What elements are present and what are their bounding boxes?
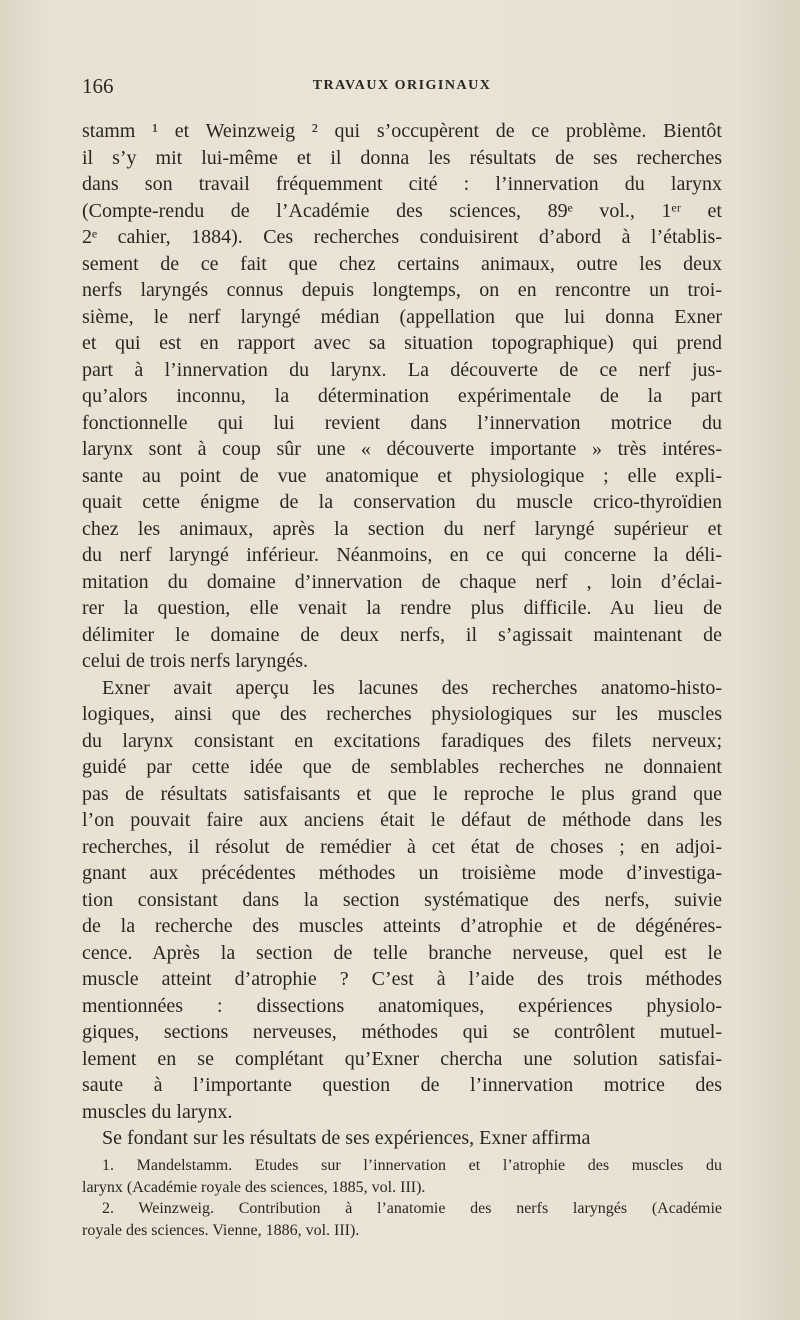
text-line: giques, sections nerveuses, méthodes qui se contrôlent mutuel- bbox=[82, 1021, 722, 1043]
text-line: délimiter le domaine de deux nerfs, il s’agissait maintenant de bbox=[82, 623, 722, 646]
text-line: quait cette énigme de la conservation du muscle crico-thyroïdien bbox=[82, 491, 722, 513]
text-line: recherches, il résolut de remédier à cet état de choses ; en adjoi- bbox=[82, 835, 722, 858]
text-line: celui de trois nerfs laryngés. bbox=[82, 650, 309, 672]
text-line: logiques, ainsi que des recherches physiologiques sur les muscles bbox=[82, 703, 722, 725]
text-line: saute à l’importante question de l’innervation motrice des bbox=[82, 1074, 722, 1096]
text-line: sième, le nerf laryngé médian (appellation que lui donna Exner bbox=[82, 305, 722, 328]
text-line: Exner avait aperçu les lacunes des recherches anatomo-histo- bbox=[102, 676, 722, 699]
text-line: 2ᵉ cahier, 1884). Ces recherches conduisirent d’abord à l’établis- bbox=[82, 226, 722, 248]
text-line: muscles du larynx. bbox=[82, 1100, 233, 1123]
text-line: larynx sont à coup sûr une « découverte importante » très intéres- bbox=[82, 438, 722, 460]
footnote-line: larynx (Académie royale des sciences, 1885, vol. III). bbox=[82, 1178, 426, 1196]
text-line: stamm ¹ et Weinzweig ² qui s’occupèrent de ce problème. Bientôt bbox=[82, 120, 722, 142]
text-line: mitation du domaine d’innervation de chaque nerf , loin d’éclai- bbox=[82, 570, 722, 593]
text-line: de la recherche des muscles atteints d’atrophie et de dégénéres- bbox=[82, 915, 722, 937]
text-line: sement de ce fait que chez certains animaux, outre les deux bbox=[82, 252, 722, 275]
text-line: du larynx consistant en excitations faradiques des filets nerveux; bbox=[82, 729, 722, 752]
text-line: nerfs laryngés connus depuis longtemps, on en rencontre un troi- bbox=[82, 279, 722, 301]
text-line: chez les animaux, après la section du nerf laryngé supérieur et bbox=[82, 517, 722, 540]
text-line: lement en se complétant qu’Exner chercha une solution satisfai- bbox=[82, 1047, 722, 1070]
text-line: part à l’innervation du larynx. La découverte de ce nerf jus- bbox=[82, 358, 722, 381]
text-line: (Compte-rendu de l’Académie des sciences, 89ᵉ vol., 1ᵉʳ et bbox=[82, 199, 722, 222]
text-line: Se fondant sur les résultats de ses expériences, Exner affirma bbox=[102, 1127, 591, 1149]
text-line: mentionnées : dissections anatomiques, expériences physiolo- bbox=[82, 994, 722, 1017]
text-line: gnant aux précédentes méthodes un troisième mode d’investiga- bbox=[82, 862, 722, 884]
text-line: fonctionnelle qui lui revient dans l’innervation motrice du bbox=[82, 411, 722, 434]
text-line: il s’y mit lui-même et il donna les résultats de ses recherches bbox=[82, 146, 722, 169]
text-line: muscle atteint d’atrophie ? C’est à l’aide des trois méthodes bbox=[82, 968, 722, 990]
footnote-line: royale des sciences. Vienne, 1886, vol. III). bbox=[82, 1221, 360, 1239]
text-line: sante au point de vue anatomique et physiologique ; elle expli- bbox=[82, 464, 722, 487]
body-text bbox=[82, 118, 722, 1152]
running-head: TRAVAUX ORIGINAUX bbox=[312, 78, 492, 93]
text-line: cence. Après la section de telle branche nerveuse, quel est le bbox=[82, 941, 722, 964]
text-line: l’on pouvait faire aux anciens était le défaut de méthode dans les bbox=[82, 809, 722, 831]
text-line: guidé par cette idée que de semblables recherches ne donnaient bbox=[82, 756, 722, 778]
text-line: pas de résultats satisfaisants et que le reproche le plus grand que bbox=[82, 782, 722, 805]
page-number: 166 bbox=[82, 74, 114, 98]
text-line: tion consistant dans la section systématique des nerfs, suivie bbox=[82, 888, 722, 911]
footnote-line: 2. Weinzweig. Contribution à l’anatomie des nerfs laryngés (Académie bbox=[102, 1200, 722, 1217]
footnote-line: 1. Mandelstamm. Etudes sur l’innervation et l’atrophie des muscles du bbox=[102, 1157, 722, 1174]
page-header bbox=[82, 74, 722, 98]
footnotes bbox=[82, 1155, 722, 1241]
text-line: du nerf laryngé inférieur. Néanmoins, en ce qui concerne la déli- bbox=[82, 544, 722, 566]
text-line: dans son travail fréquemment cité : l’innervation du larynx bbox=[82, 173, 722, 195]
text-line: qu’alors inconnu, la détermination expérimentale de la part bbox=[82, 385, 722, 407]
text-line: rer la question, elle venait la rendre plus difficile. Au lieu de bbox=[82, 597, 722, 619]
text-line: et qui est en rapport avec sa situation topographique) qui prend bbox=[82, 332, 722, 354]
